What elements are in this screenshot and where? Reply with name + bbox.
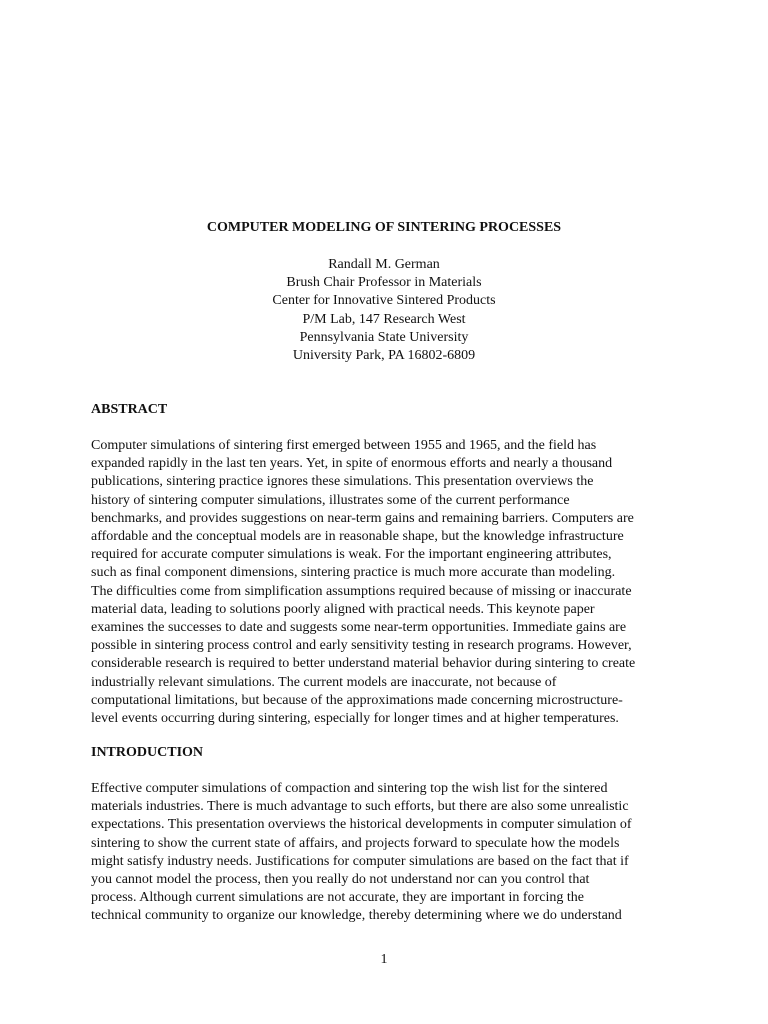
author-center: Center for Innovative Sintered Products	[272, 293, 496, 309]
introduction-heading: INTRODUCTION	[91, 745, 204, 760]
abstract-line: industrially relevant simulations. The current models are inaccurate, not because of	[91, 674, 557, 690]
author-name: Randall M. German	[328, 257, 440, 272]
abstract-body	[91, 437, 691, 728]
author-university: Pennsylvania State University	[299, 329, 469, 345]
page-number: 1	[380, 952, 388, 967]
abstract-line: computational limitations, but because of the approximations made concerning microstructure-	[91, 692, 623, 708]
introduction-line: Effective computer simulations of compaction and sintering top the wish list for the sintered	[91, 781, 608, 796]
abstract-line: material data, leading to solutions poorly aligned with practical needs. This keynote paper	[91, 601, 595, 617]
paper-title: COMPUTER MODELING OF SINTERING PROCESSES	[206, 220, 562, 235]
abstract-line: publications, sintering practice ignores these simulations. This presentation overviews the	[91, 474, 594, 490]
abstract-heading: ABSTRACT	[91, 402, 168, 417]
introduction-line: process. Although current simulations are not accurate, they are important in forcing the	[91, 890, 584, 906]
introduction-body	[91, 780, 691, 926]
author-lab: P/M Lab, 147 Research West	[302, 311, 466, 327]
author-location: University Park, PA 16802-6809	[292, 348, 476, 364]
introduction-line: materials industries. There is much advantage to such efforts, but there are also some unrealistic	[91, 799, 629, 815]
abstract-line: considerable research is required to better understand material behavior during sintering to create	[91, 656, 636, 672]
abstract-line: examines the successes to date and suggests some near-term opportunities. Immediate gains are	[91, 620, 627, 636]
abstract-line: required for accurate computer simulations is weak. For the important engineering attributes,	[91, 547, 612, 563]
abstract-line: benchmarks, and provides suggestions on near-term gains and remaining barriers. Computers are	[91, 510, 634, 526]
author-block	[0, 256, 768, 365]
introduction-line: you cannot model the process, then you really do not understand nor can you control that	[91, 872, 590, 888]
abstract-line: affordable and the conceptual models are in reasonable shape, but the knowledge infrastructure	[91, 529, 624, 545]
introduction-line: might satisfy industry needs. Justifications for computer simulations are based on the fact that if	[91, 853, 629, 869]
author-position: Brush Chair Professor in Materials	[286, 275, 482, 291]
abstract-line: such as final component dimensions, sintering practice is much more accurate than modeling.	[91, 565, 616, 581]
introduction-line: technical community to organize our knowledge, thereby determining where we do understand	[91, 908, 622, 924]
abstract-line: possible in sintering process control and early sensitivity testing in research programs. However,	[91, 638, 632, 654]
introduction-line: expectations. This presentation overviews the historical developments in computer simulation of	[91, 817, 632, 833]
introduction-line: sintering to show the current state of affairs, and projects forward to speculate how the models	[91, 835, 620, 851]
abstract-line: The difficulties come from simplification assumptions required because of missing or inaccurate	[91, 583, 632, 599]
abstract-line: history of sintering computer simulations, illustrates some of the current performance	[91, 492, 570, 508]
abstract-line: expanded rapidly in the last ten years. Yet, in spite of enormous efforts and nearly a thousand	[91, 456, 613, 472]
abstract-line: level events occurring during sintering, especially for longer times and at higher temperatures.	[91, 711, 619, 727]
abstract-line: Computer simulations of sintering first emerged between 1955 and 1965, and the field has	[91, 438, 597, 453]
